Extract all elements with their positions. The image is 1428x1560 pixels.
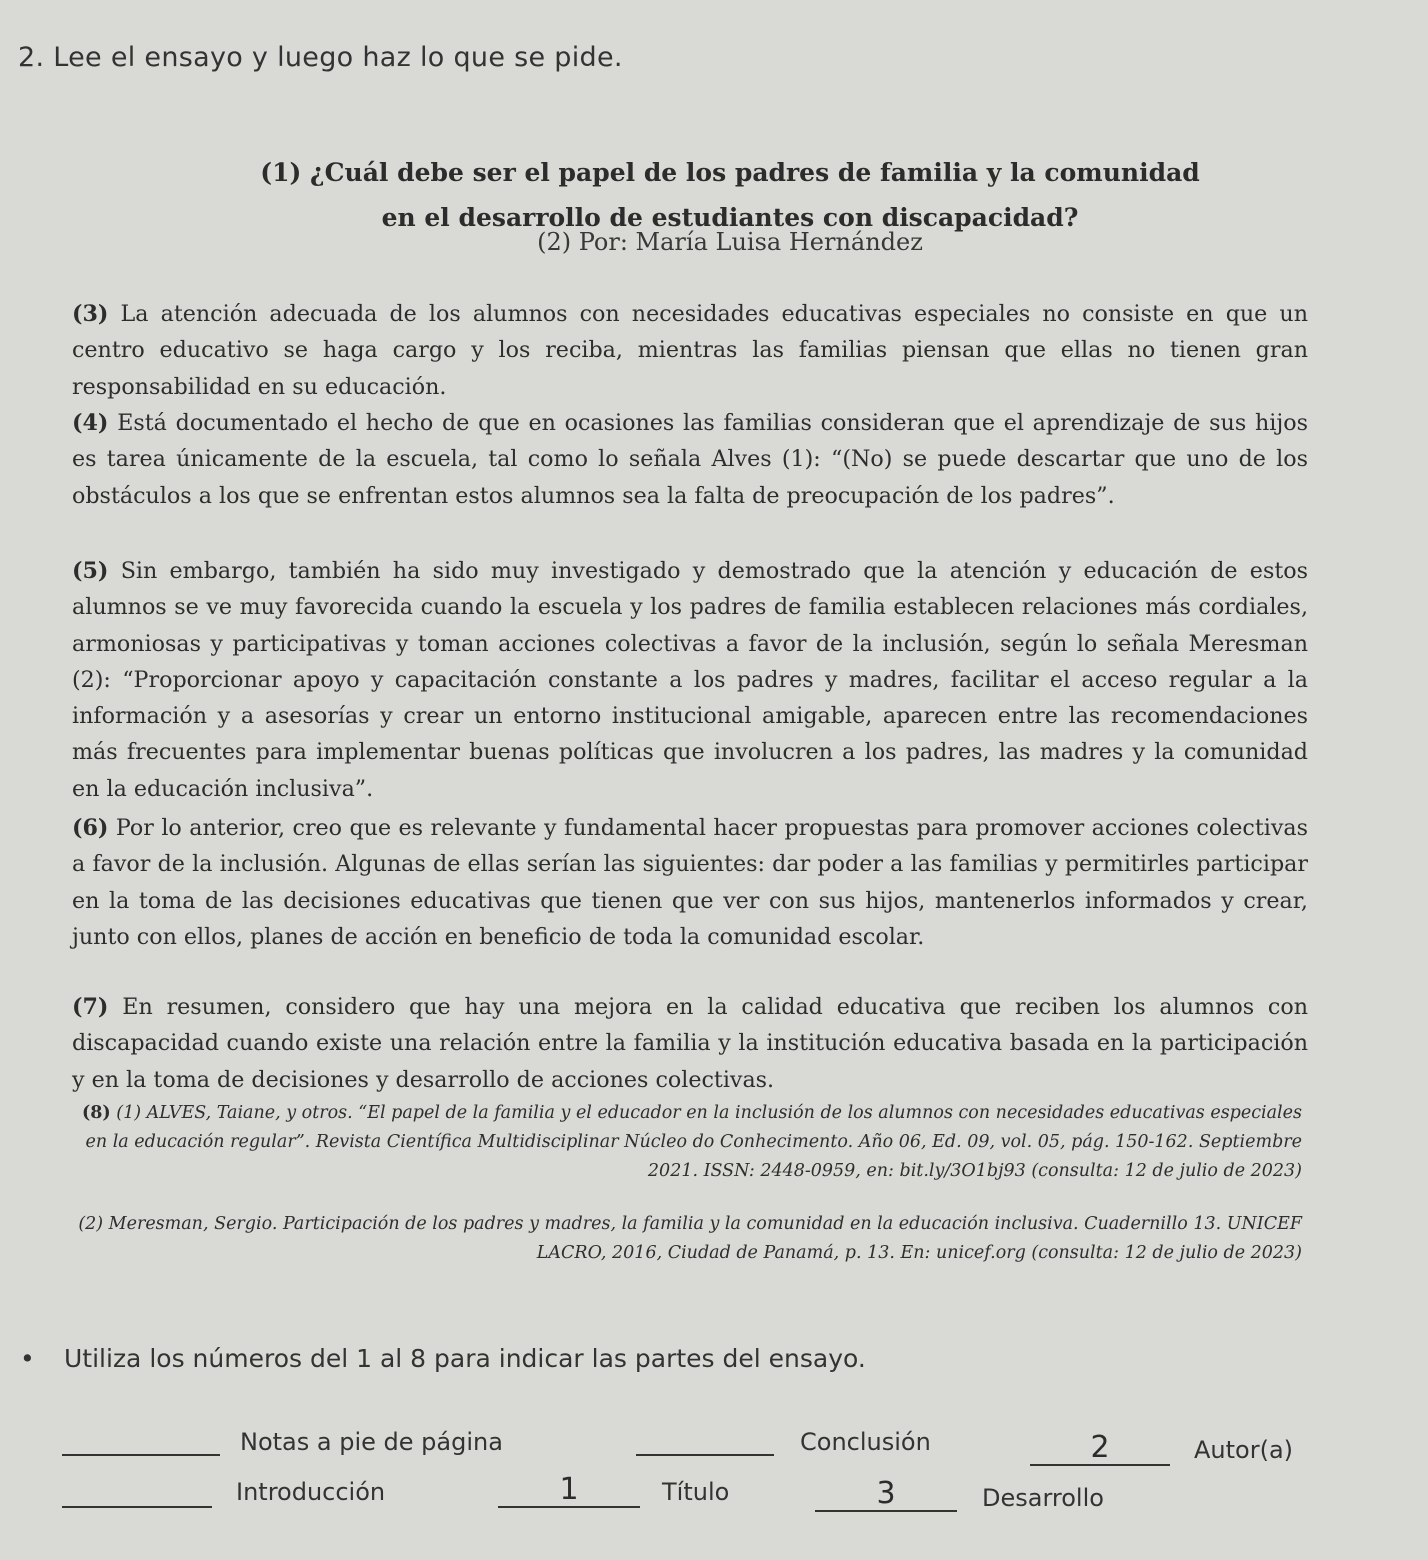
answer-blank-titulo[interactable]: 1 [498, 1476, 640, 1508]
paragraph-number: (7) [72, 994, 109, 1020]
answer-blank-introduccion[interactable] [62, 1476, 212, 1508]
paragraph-text: Sin embargo, también ha sido muy investigado y demostrado que la atención y educación de estos alumnos se ve muy favorecida cuando la escuela y los padres de familia establecen relaciones más cordiales, armoniosas y participativas y toman acciones colectivas a favor de la inclusión, según lo señala Meresman (2): “Proporcionar apoyo y capacitación constante a los padres y madres, facilitar el acceso regular a la información y a asesorías y crear un entorno institucional amigable, aparecen entre las recomendaciones más frecuentes para implementar buenas políticas que involucren a los padres, las madres y la comunidad en la educación inclusiva”. [72, 558, 1308, 802]
paragraph-text: Está documentado el hecho de que en ocasiones las familias consideran que el aprendizaje de sus hijos es tarea únicamente de la escuela, tal como lo señala Alves (1): “(No) se puede descartar que uno de los obstáculos a los que se enfrentan estos alumnos sea la falta de preocupación de los padres”. [72, 410, 1308, 509]
paragraph-number: (6) [72, 815, 109, 841]
answer-label-desarrollo: Desarrollo [982, 1484, 1104, 1512]
paragraph-4 [72, 405, 1308, 514]
bullet: • [20, 1344, 35, 1373]
paragraph-7 [72, 989, 1308, 1098]
answer-label-autor: Autor(a) [1194, 1436, 1294, 1464]
paragraph-number: (3) [72, 301, 109, 327]
answer-blank-conclusion[interactable] [636, 1424, 774, 1456]
paragraph-text: La atención adecuada de los alumnos con necesidades educativas especiales no consiste en que un centro educativo se haga cargo y los reciba, mientras las familias piensan que ellas no tienen gran responsabilidad en su educación. [72, 301, 1308, 400]
essay-title-line-1: (1) ¿Cuál debe ser el papel de los padres de familia y la comunidad [260, 158, 1200, 187]
reference-1 [62, 1099, 1302, 1186]
instruction [20, 1344, 866, 1373]
reference-text: (2) Meresman, Sergio. Participación de los padres y madres, la familia y la comunidad en la educación inclusiva. Cuadernillo 13. UNICEF LACRO, 2016, Ciudad de Panamá, p. 13. En: unicef.org (consulta: 12 de julio de 2023) [78, 1214, 1302, 1263]
answer-label-introduccion: Introducción [236, 1478, 386, 1506]
paragraph-text: En resumen, considero que hay una mejora en la calidad educativa que reciben los alumnos con discapacidad cuando existe una relación entre la familia y la institución educativa basada en la participación y en la toma de decisiones y desarrollo de acciones colectivas. [72, 994, 1308, 1093]
paragraph-5 [72, 553, 1308, 807]
paragraph-number: (5) [72, 558, 109, 584]
essay-title-line-2: en el desarrollo de estudiantes con discapacidad? [381, 203, 1079, 232]
references-number: (8) [81, 1103, 111, 1123]
paragraph-3 [72, 296, 1308, 405]
answer-blank-notas[interactable] [62, 1424, 220, 1456]
answer-label-notas: Notas a pie de página [240, 1428, 503, 1456]
paragraph-text: Por lo anterior, creo que es relevante y fundamental hacer propuestas para promover acciones colectivas a favor de la inclusión. Algunas de ellas serían las siguientes: dar poder a las familias y permitirles participar en la toma de las decisiones educativas que tienen que ver con sus hijos, mantenerlos informados y crear, junto con ellos, planes de acción en beneficio de toda la comunidad escolar. [72, 815, 1308, 950]
question-heading: 2. Lee el ensayo y luego haz lo que se pide. [18, 42, 623, 73]
reference-text: (1) ALVES, Taiane, y otros. “El papel de la familia y el educador en la inclusión de los alumnos con necesidades educativas especiales en la educación regular”. Revista Científica Multidisciplinar Núcleo do Conhecimento. Año 06, Ed. 09, vol. 05, pág. 150-162. Septiembre 2021. ISSN: 2448-0959, en: bit.ly/3O1bj93 (consulta: 12 de julio de 2023) [85, 1103, 1302, 1181]
instruction-text: Utiliza los números del 1 al 8 para indicar las partes del ensayo. [64, 1344, 866, 1373]
answer-blank-autor[interactable]: 2 [1030, 1434, 1170, 1466]
answer-label-conclusion: Conclusión [800, 1428, 931, 1456]
paragraph-number: (4) [72, 410, 109, 436]
answer-blank-desarrollo[interactable]: 3 [815, 1480, 957, 1512]
paragraph-6 [72, 810, 1308, 955]
reference-2 [62, 1210, 1302, 1268]
answer-label-titulo: Título [662, 1478, 730, 1506]
essay-author: (2) Por: María Luisa Hernández [537, 228, 923, 256]
essay-title [150, 150, 1310, 240]
